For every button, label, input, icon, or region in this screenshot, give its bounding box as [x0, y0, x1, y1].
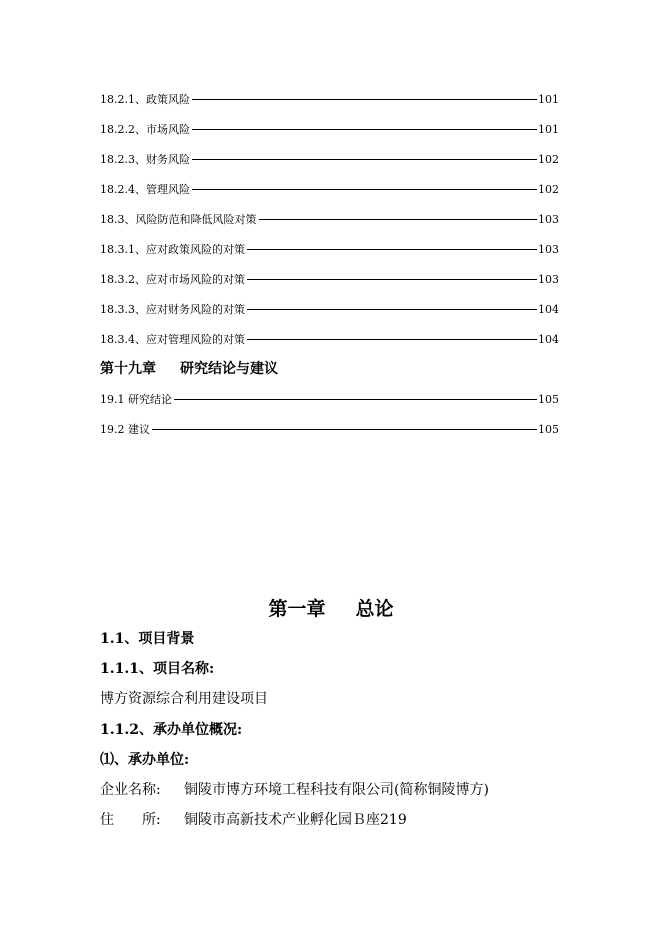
toc-entry-page: 104 [538, 332, 559, 346]
toc-entry [100, 271, 559, 287]
toc-entry [100, 331, 559, 347]
chapter-name: 总论 [355, 598, 394, 620]
toc-entry-label: 19.1 研究结论 [100, 393, 172, 406]
subsection-heading: 1.1.1、项目名称: [100, 661, 215, 677]
toc-entry-label: 19.2 建议 [100, 423, 150, 436]
toc-leader-line [192, 189, 537, 190]
toc-entry-label: 18.2.4、管理风险 [100, 183, 190, 196]
toc-leader-line [259, 219, 538, 220]
toc-leader-line [247, 279, 537, 280]
list-item-heading: ⑴、承办单位: [100, 752, 190, 768]
company-name-label: 企业名称: [100, 782, 161, 798]
project-name-text: 博方资源综合利用建设项目 [100, 691, 268, 707]
chapter-title [0, 594, 662, 621]
toc-leader-line [192, 99, 537, 100]
toc-entry-label: 18.2.3、财务风险 [100, 153, 190, 166]
toc-entry-label: 18.3.4、应对管理风险的对策 [100, 333, 245, 346]
toc-entry-label: 18.3.3、应对财务风险的对策 [100, 303, 245, 316]
toc-entry-label: 18.3.2、应对市场风险的对策 [100, 273, 245, 286]
toc-leader-line [174, 399, 537, 400]
toc-leader-line [152, 429, 537, 430]
toc-chapter-title: 研究结论与建议 [180, 361, 278, 377]
toc-leader-line [192, 129, 537, 130]
subsection-heading: 1.1.2、承办单位概况: [100, 722, 243, 738]
toc-entry [100, 91, 559, 107]
toc-entry-page: 103 [538, 212, 559, 226]
toc-entry [100, 391, 559, 407]
toc-leader-line [247, 309, 537, 310]
chapter-number: 第一章 [268, 598, 326, 620]
toc-entry-page: 104 [538, 302, 559, 316]
toc-entry [100, 151, 559, 167]
section-heading: 1.1、项目背景 [100, 631, 195, 647]
address-label: 住 所: [100, 812, 161, 828]
toc-entry [100, 301, 559, 317]
address-row [100, 809, 407, 829]
toc-entry-page: 102 [538, 152, 559, 166]
address-value: 铜陵市高新技术产业孵化园Ｂ座219 [184, 812, 407, 828]
toc-entry-page: 101 [538, 122, 559, 136]
toc-entry-page: 105 [538, 392, 559, 406]
toc-entry-label: 18.2.2、市场风险 [100, 123, 190, 136]
toc-chapter-number: 第十九章 [100, 361, 156, 377]
toc-chapter-heading [100, 358, 278, 378]
toc-entry-label: 18.3.1、应对政策风险的对策 [100, 243, 245, 256]
toc-entry-page: 103 [538, 242, 559, 256]
company-name-value: 铜陵市博方环境工程科技有限公司(简称铜陵博方) [184, 782, 489, 798]
toc-entry [100, 241, 559, 257]
toc-entry-page: 103 [538, 272, 559, 286]
toc-entry-page: 105 [538, 422, 559, 436]
toc-leader-line [192, 159, 537, 160]
toc-entry [100, 421, 559, 437]
toc-entry-page: 101 [538, 92, 559, 106]
toc-entry [100, 181, 559, 197]
toc-entry-label: 18.3、风险防范和降低风险对策 [100, 213, 257, 226]
toc-entry-label: 18.2.1、政策风险 [100, 93, 190, 106]
toc-leader-line [247, 249, 537, 250]
toc-entry [100, 121, 559, 137]
toc-entry [100, 211, 559, 227]
toc-entry-page: 102 [538, 182, 559, 196]
toc-leader-line [247, 339, 537, 340]
company-name-row [100, 779, 489, 799]
